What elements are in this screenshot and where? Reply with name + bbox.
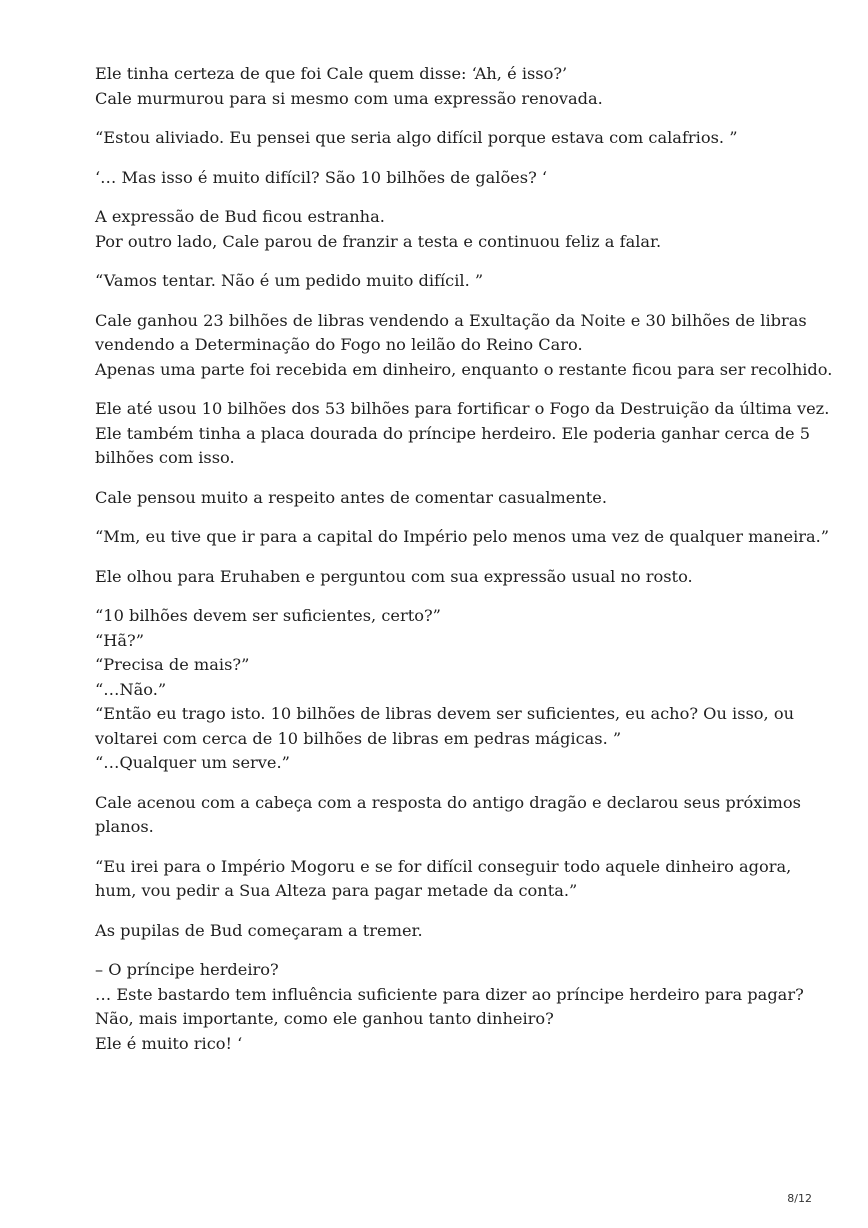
text-line: Não, mais importante, como ele ganhou tanto dinheiro? <box>95 1009 554 1028</box>
paragraph <box>95 166 795 191</box>
paragraph <box>95 958 804 1056</box>
text-line: hum, vou pedir a Sua Alteza para pagar metade da conta.” <box>95 881 578 900</box>
text-line: Ele também tinha a placa dourada do príncipe herdeiro. Ele poderia ganhar cerca de 5 <box>95 423 811 443</box>
text-line: Ele olhou para Eruhaben e perguntou com sua expressão usual no rosto. <box>95 566 693 586</box>
text-line: Cale pensou muito a respeito antes de comentar casualmente. <box>95 487 607 507</box>
text-line: A expressão de Bud ficou estranha. <box>95 207 385 226</box>
paragraph <box>95 309 833 383</box>
text-line: Por outro lado, Cale parou de franzir a testa e continuou feliz a falar. <box>95 231 662 251</box>
text-line: “Estou aliviado. Eu pensei que seria algo difícil porque estava com calafrios. ” <box>95 128 738 147</box>
paragraph <box>95 62 795 111</box>
text-line: ‘… Mas isso é muito difícil? São 10 bilhões de galões? ‘ <box>95 167 548 187</box>
paragraph <box>95 855 795 904</box>
text-line: “…Qualquer um serve.” <box>95 753 290 772</box>
paragraph <box>95 525 830 550</box>
text-line: planos. <box>95 817 154 836</box>
text-line: – O príncipe herdeiro? <box>95 960 279 979</box>
text-line: Ele tinha certeza de que foi Cale quem disse: ‘Ah, é isso?’ <box>95 64 568 83</box>
text-line: “10 bilhões devem ser suficientes, certo?” <box>95 606 441 625</box>
text-line: Cale murmurou para si mesmo com uma expressão renovada. <box>95 88 603 108</box>
page-number: 8/12 <box>787 1192 812 1205</box>
paragraph <box>95 397 830 471</box>
text-line: “Então eu trago isto. 10 bilhões de libras devem ser suficientes, eu acho? Ou isso, ou <box>95 704 795 723</box>
text-line: As pupilas de Bud começaram a tremer. <box>95 920 423 940</box>
text-line: “Eu irei para o Império Mogoru e se for difícil conseguir todo aquele dinheiro agora, <box>95 856 792 876</box>
text-line: “Vamos tentar. Não é um pedido muito difícil. ” <box>95 271 484 290</box>
text-line: Ele é muito rico! ‘ <box>95 1033 243 1053</box>
text-line: “…Não.” <box>95 679 167 699</box>
paragraph <box>95 565 795 590</box>
paragraph <box>95 126 795 151</box>
paragraph <box>95 791 801 840</box>
text-line: “Precisa de mais?” <box>95 655 250 674</box>
text-line: … Este bastardo tem influência suficiente para dizer ao príncipe herdeiro para pagar? <box>95 984 804 1004</box>
paragraph <box>95 604 795 776</box>
text-line: vendendo a Determinação do Fogo no leilão do Reino Caro. <box>95 335 583 354</box>
text-line: Apenas uma parte foi recebida em dinheiro, enquanto o restante ficou para ser recolhido. <box>95 359 833 379</box>
text-line: voltarei com cerca de 10 bilhões de libras em pedras mágicas. ” <box>95 728 622 748</box>
paragraph <box>95 269 795 294</box>
paragraph <box>95 486 795 511</box>
text-line: Cale acenou com a cabeça com a resposta do antigo dragão e declarou seus próximos <box>95 792 801 812</box>
text-line: “Mm, eu tive que ir para a capital do Império pelo menos uma vez de qualquer maneira.” <box>95 527 830 546</box>
text-line: “Hã?” <box>95 630 144 650</box>
paragraph <box>95 919 795 944</box>
text-line: Ele até usou 10 bilhões dos 53 bilhões para fortificar o Fogo da Destruição da última vez. <box>95 399 830 418</box>
paragraph <box>95 205 795 254</box>
text-line: Cale ganhou 23 bilhões de libras vendendo a Exultação da Noite e 30 bilhões de libras <box>95 310 807 330</box>
text-line: bilhões com isso. <box>95 448 235 467</box>
document-body <box>95 62 833 1071</box>
